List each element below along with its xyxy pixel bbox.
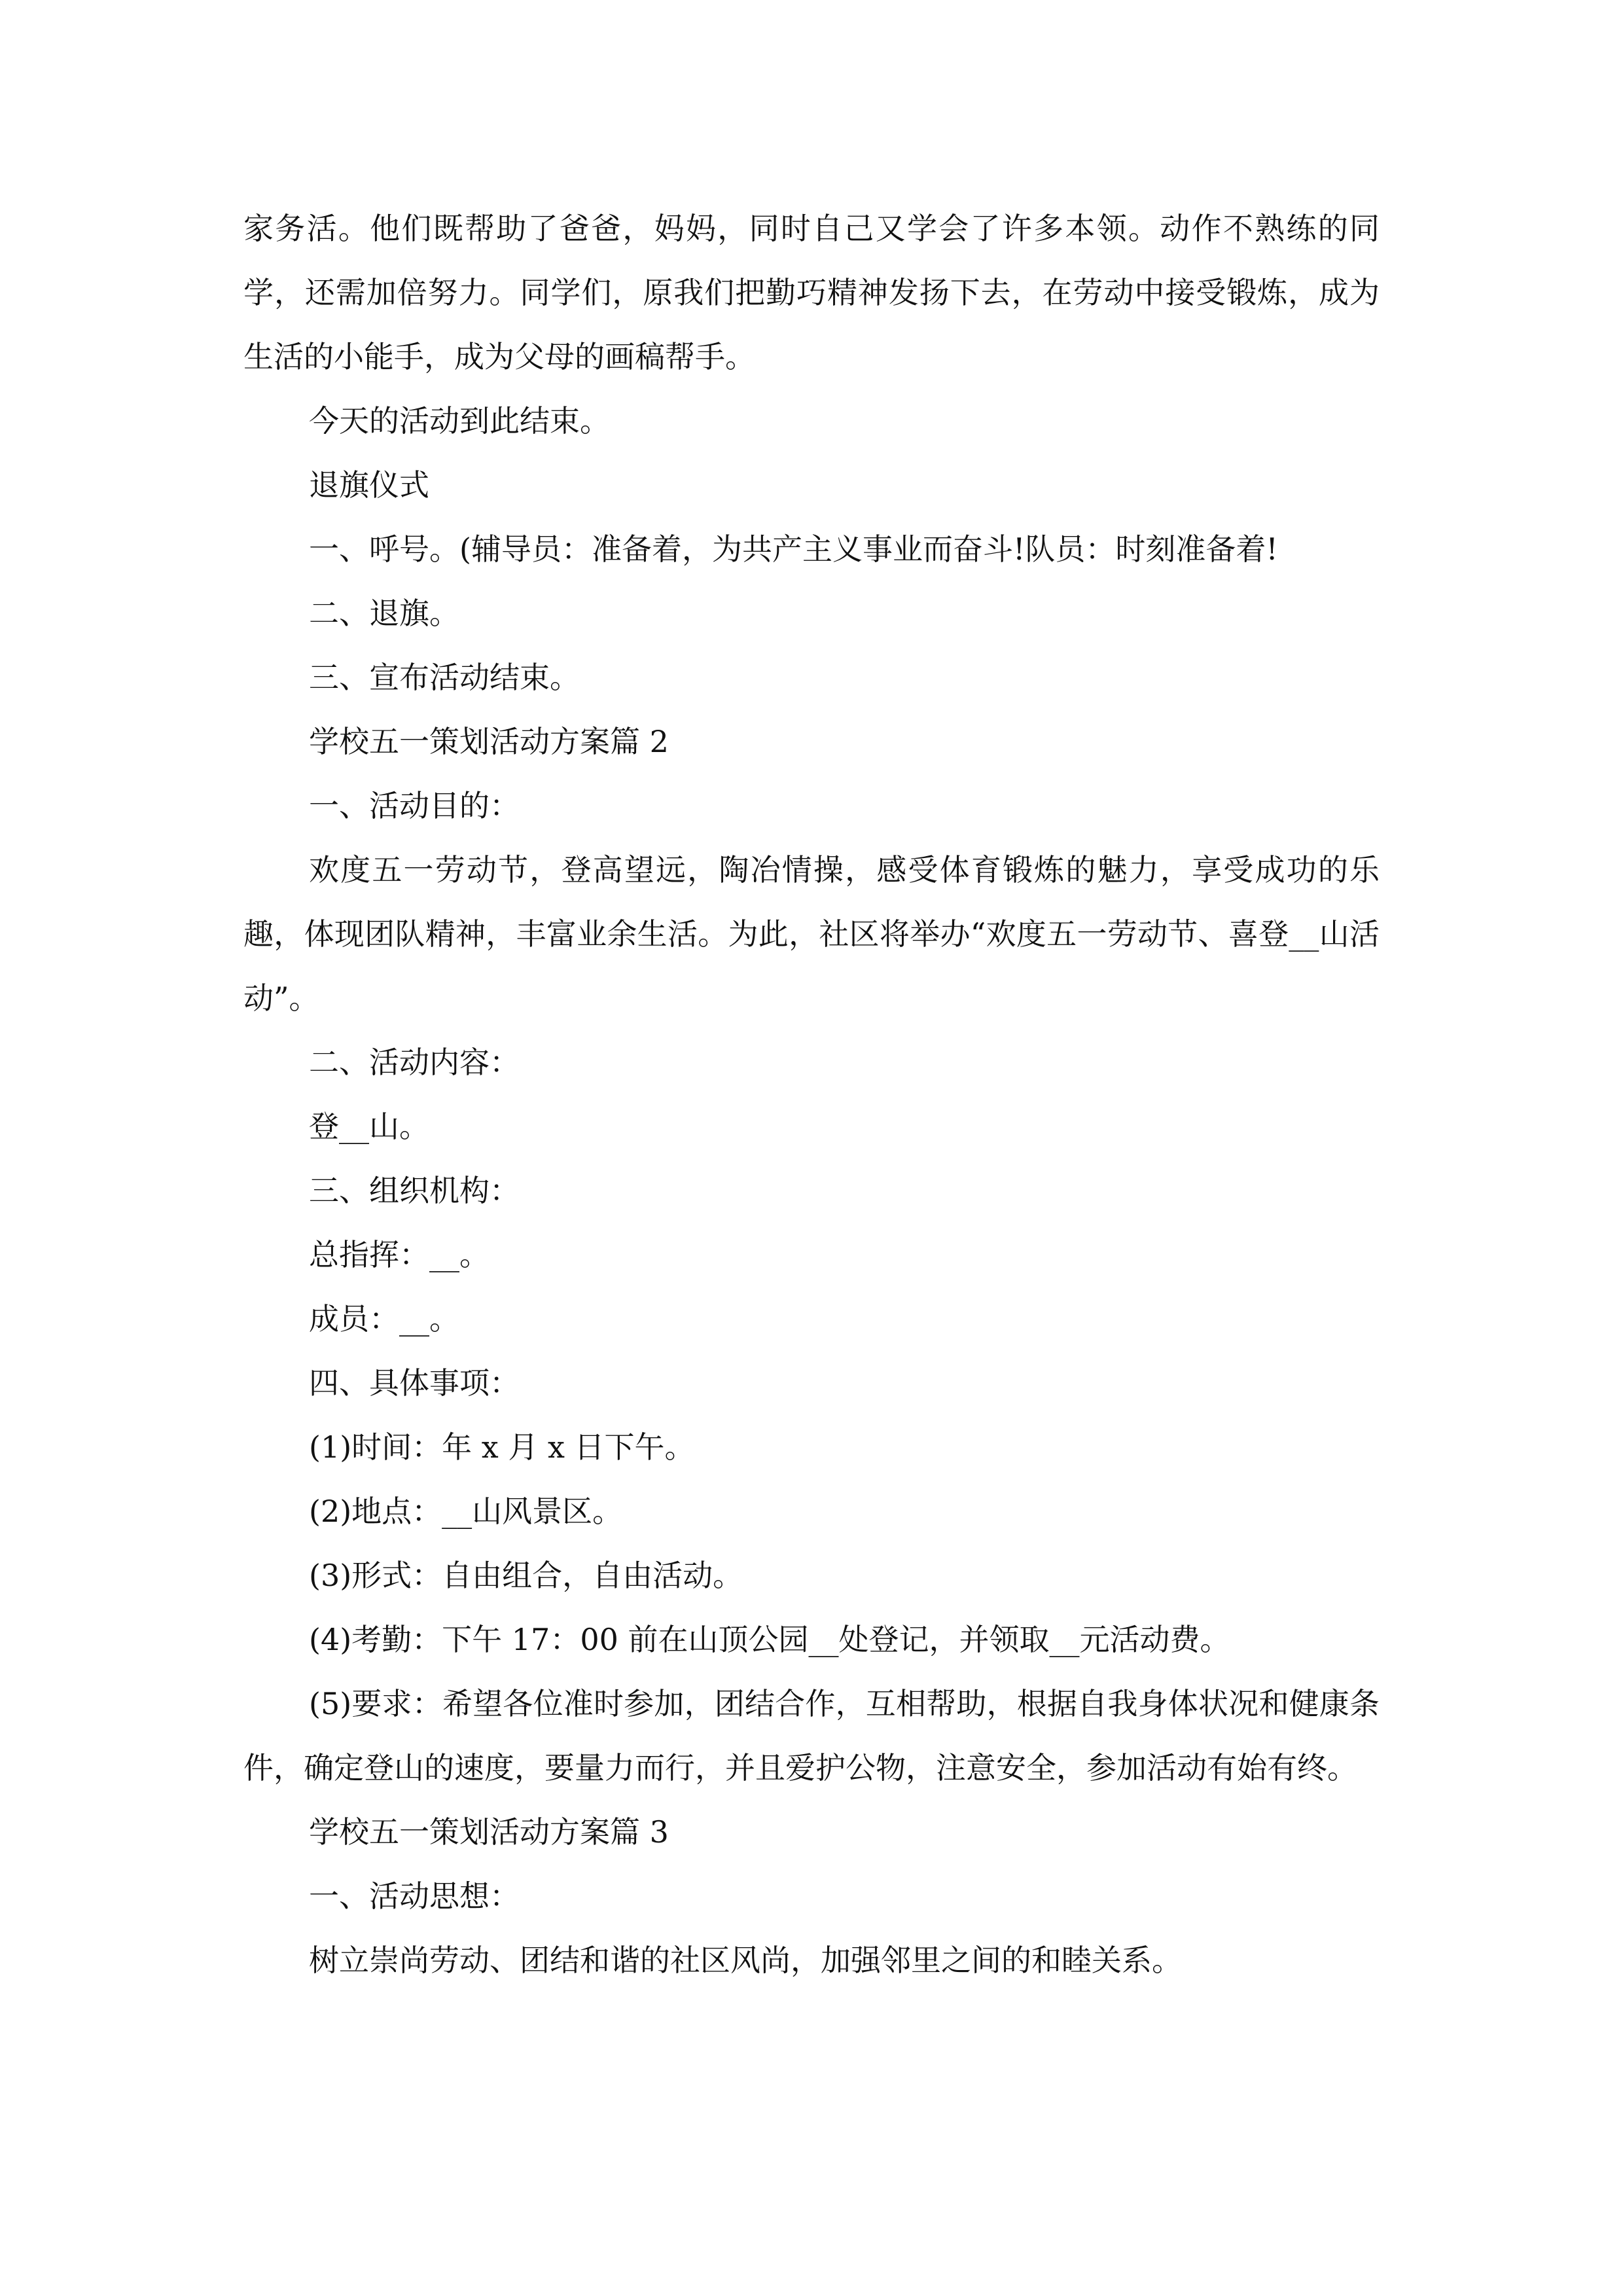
paragraph-commander: 总指挥：__。 xyxy=(309,1237,490,1272)
heading-activity-idea: 一、活动思想： xyxy=(309,1878,520,1914)
paragraph-members: 成员：__。 xyxy=(309,1301,459,1336)
document-body xyxy=(243,196,1380,1992)
detail-time: (1)时间：年 x 月 x 日下午。 xyxy=(309,1429,695,1465)
detail-format: (3)形式：自由组合，自由活动。 xyxy=(309,1558,743,1593)
detail-requirements: (5)要求：希望各位准时参加，团结合作，互相帮助，根据自我身体状况和健康条件，确定登山的速度，要量力而行，并且爱护公物，注意安全，参加活动有始有终。 xyxy=(243,1686,1380,1785)
heading-details: 四、具体事项： xyxy=(309,1365,520,1401)
heading-flag-lowering: 退旗仪式 xyxy=(309,467,429,503)
list-item-slogan: 一、呼号。(辅导员：准备着，为共产主义事业而奋斗!队员：时刻准备着! xyxy=(309,531,1278,567)
heading-purpose: 一、活动目的： xyxy=(309,788,520,823)
detail-attendance: (4)考勤：下午 17：00 前在山顶公园__处登记，并领取__元活动费。 xyxy=(309,1622,1230,1657)
paragraph-closing-remark: 今天的活动到此结束。 xyxy=(309,403,610,439)
section-title-plan-3: 学校五一策划活动方案篇 3 xyxy=(309,1814,669,1850)
list-item-announce-end: 三、宣布活动结束。 xyxy=(309,660,580,695)
paragraph-activity-idea: 树立崇尚劳动、团结和谐的社区风尚，加强邻里之间的和睦关系。 xyxy=(309,1943,1182,1978)
paragraph-continuation: 家务活。他们既帮助了爸爸，妈妈，同时自己又学会了许多本领。动作不熟练的同学，还需加倍努力。同学们，原我们把勤巧精神发扬下去，在劳动中接受锻炼，成为生活的小能手，成为父母的画稿帮手。 xyxy=(243,211,1380,374)
detail-location: (2)地点：__山风景区。 xyxy=(309,1494,623,1529)
paragraph-purpose: 欢度五一劳动节，登高望远，陶冶情操，感受体育锻炼的魅力，享受成功的乐趣，体现团队精神，丰富业余生活。为此，社区将举办“欢度五一劳动节、喜登__山活动”。 xyxy=(243,852,1380,1016)
section-title-plan-2: 学校五一策划活动方案篇 2 xyxy=(309,724,669,759)
heading-organization: 三、组织机构： xyxy=(309,1173,520,1208)
paragraph-content: 登__山。 xyxy=(309,1109,429,1144)
heading-content: 二、活动内容： xyxy=(309,1045,520,1080)
list-item-lower-flag: 二、退旗。 xyxy=(309,596,459,631)
